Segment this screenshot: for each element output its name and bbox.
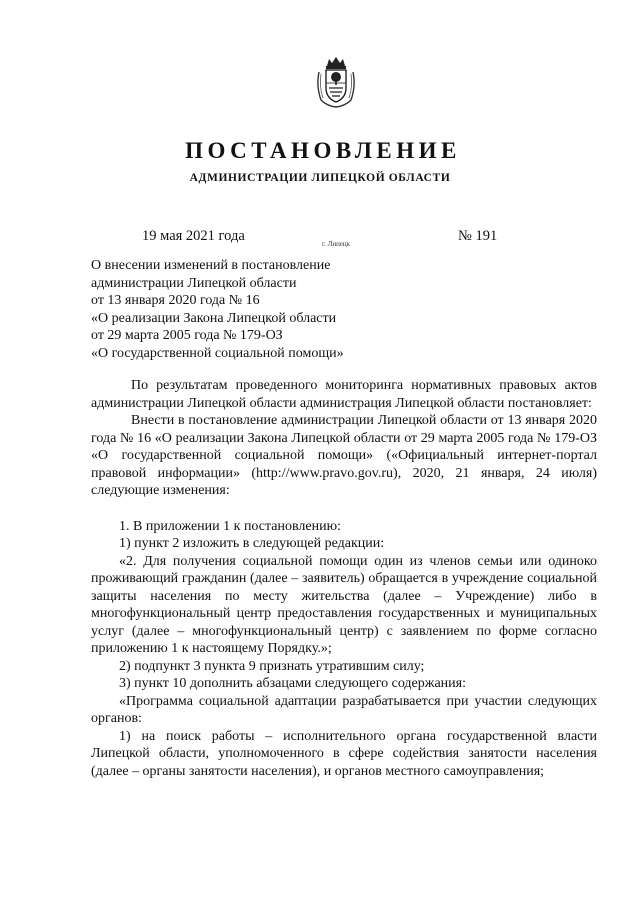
document-title: ПОСТАНОВЛЕНИЕ xyxy=(185,138,461,163)
heading-line: от 29 марта 2005 года № 179-ОЗ xyxy=(91,328,283,343)
paragraph-preamble: По результатам проведенного мониторинга нормативных правовых актов администрации Липецкой области администрация Липецкой области постановляет: xyxy=(91,378,597,411)
heading-line: «О реализации Закона Липецкой области xyxy=(91,310,337,326)
paragraph-job-search: 1) на поиск работы – исполнительного органа государственной власти Липецкой области, уполномоченного в сфере содействия занятости населения (далее – органы занятости населения), и органов местного самоуправления; xyxy=(91,728,597,779)
paragraph-quote-2: «2. Для получения социальной помощи один из членов семьи или одиноко проживающий гражданин (далее – заявитель) обращается в учреждение социальной защиты населения по месту жительства (далее – Учреждение) либо в многофункциональный центр предоставления государственных и муниципальных услуг (далее – многофункциональный центр) с заявлением по форме согласно приложению 1 к настоящему Порядку.»; xyxy=(91,553,597,656)
document-city: г. Липецк xyxy=(322,240,351,248)
paragraph-item-1: 1. В приложении 1 к постановлению: xyxy=(119,518,341,534)
heading-line: администрации Липецкой области xyxy=(91,275,297,291)
paragraph-amendment-intro: Внести в постановление администрации Липецкой области от 13 января 2020 года № 16 «О реализации Закона Липецкой области от 29 марта 2005 года № 179-ОЗ «О государственной социальной помощи» («Официальный интернет-портал правовой информации» (http://www.pravo.gov.ru), 2020, 21 января, 24 июля) следующие изменения: xyxy=(91,413,597,498)
paragraph-subitem-2: 2) подпункт 3 пункта 9 признать утратившим силу; xyxy=(119,658,425,674)
paragraph-subitem-3: 3) пункт 10 дополнить абзацами следующего содержания: xyxy=(119,676,466,691)
coat-of-arms-icon xyxy=(315,56,357,108)
document-body xyxy=(91,377,597,780)
heading-line: «О государственной социальной помощи» xyxy=(91,345,344,361)
paragraph-subitem-1: 1) пункт 2 изложить в следующей редакции: xyxy=(119,536,385,551)
heading-line: О внесении изменений в постановление xyxy=(91,258,331,273)
issuer-name: АДМИНИСТРАЦИИ ЛИПЕЦКОЙ ОБЛАСТИ xyxy=(189,172,451,184)
document-date: 19 мая 2021 года xyxy=(142,228,245,244)
paragraph-quote-program: «Программа социальной адаптации разрабатывается при участии следующих органов: xyxy=(91,693,597,726)
document-number: № 191 xyxy=(458,228,498,244)
document-heading xyxy=(91,257,421,362)
heading-line: от 13 января 2020 года № 16 xyxy=(91,293,260,308)
